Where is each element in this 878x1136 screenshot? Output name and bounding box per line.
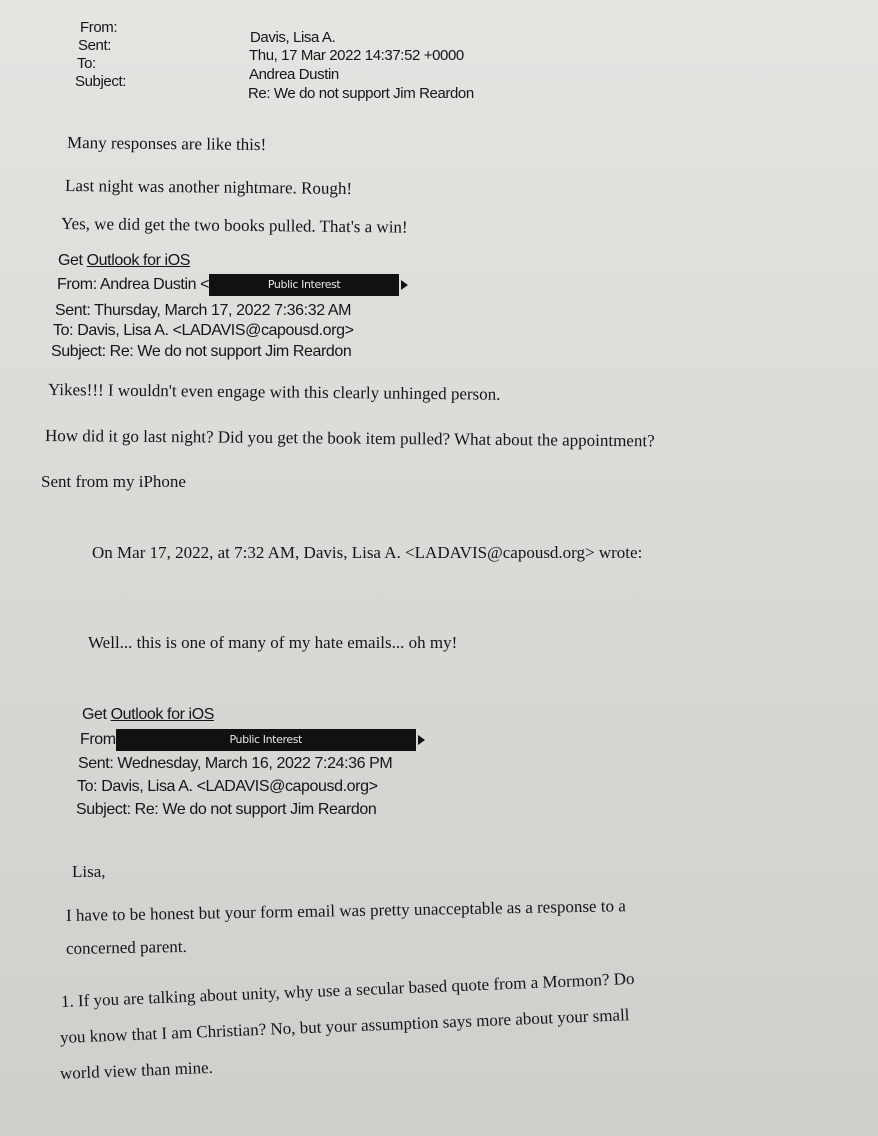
quote1-get-outlook: Get Outlook for iOS <box>58 252 191 269</box>
quote2-sent-line: Sent: Wednesday, March 16, 2022 7:24:36 PM <box>78 755 393 772</box>
header-to-value: Andrea Dustin <box>249 66 339 83</box>
quote1-from-line: From: Andrea Dustin < Public Interest <box>57 274 408 296</box>
header-from-value: Davis, Lisa A. <box>250 29 336 46</box>
original-greeting: Lisa, <box>72 862 106 881</box>
quote1-to-line: To: Davis, Lisa A. <LADAVIS@capousd.org> <box>53 322 354 339</box>
redaction-bar-2: Public Interest <box>116 729 416 751</box>
reply1-line-2: Last night was another nightmare. Rough! <box>64 176 353 199</box>
quote1-sent-line: Sent: Thursday, March 17, 2022 7:36:32 AM <box>55 302 352 319</box>
header-label-to: To: <box>77 55 96 72</box>
arrow-icon-2 <box>418 735 425 745</box>
header-label-subject: Subject: <box>75 73 126 90</box>
header-label-from: From: <box>80 19 118 36</box>
reply1-line-3: Yes, we did get the two books pulled. That's a win! <box>60 214 408 237</box>
original-para2-line2: you know that I am Christian? No, but your assumption says more about your small <box>59 1005 630 1047</box>
original-para2-line1: 1. If you are talking about unity, why use a secular based quote from a Mormon? Do <box>60 968 635 1011</box>
original-para1-line2: concerned parent. <box>65 936 187 958</box>
reply2-line-1: Yikes!!! I wouldn't even engage with this clearly unhinged person. <box>47 380 501 404</box>
header-sent-value: Thu, 17 Mar 2022 14:37:52 +0000 <box>249 47 464 64</box>
quote1-subject-line: Subject: Re: We do not support Jim Reardon <box>51 343 352 360</box>
quote2-intro: On Mar 17, 2022, at 7:32 AM, Davis, Lisa A. <LADAVIS@capousd.org> wrote: <box>92 543 643 562</box>
quote2-from-line: From Public Interest <box>80 729 425 751</box>
reply2-line-3: Sent from my iPhone <box>41 472 186 491</box>
reply2-line-2: How did it go last night? Did you get the book item pulled? What about the appointment? <box>44 426 655 451</box>
redaction-bar: Public Interest <box>209 274 399 296</box>
original-para1-line1: I have to be honest but your form email was pretty unacceptable as a response to a <box>65 896 626 925</box>
reply1-line-1: Many responses are like this! <box>66 133 267 155</box>
original-para2-line3: world view than mine. <box>59 1057 214 1083</box>
outlook-for-ios-link[interactable]: Outlook for iOS <box>86 252 191 269</box>
quote2-get-outlook: Get Outlook for iOS <box>82 706 215 723</box>
arrow-icon <box>401 280 408 290</box>
quote2-subject-line: Subject: Re: We do not support Jim Reardon <box>76 801 377 818</box>
quote2-to-line: To: Davis, Lisa A. <LADAVIS@capousd.org> <box>77 778 378 795</box>
header-label-sent: Sent: <box>78 37 112 54</box>
reply3-line: Well... this is one of many of my hate emails... oh my! <box>88 633 458 652</box>
outlook-for-ios-link-2[interactable]: Outlook for iOS <box>110 706 215 723</box>
header-subject-value: Re: We do not support Jim Reardon <box>248 85 474 102</box>
